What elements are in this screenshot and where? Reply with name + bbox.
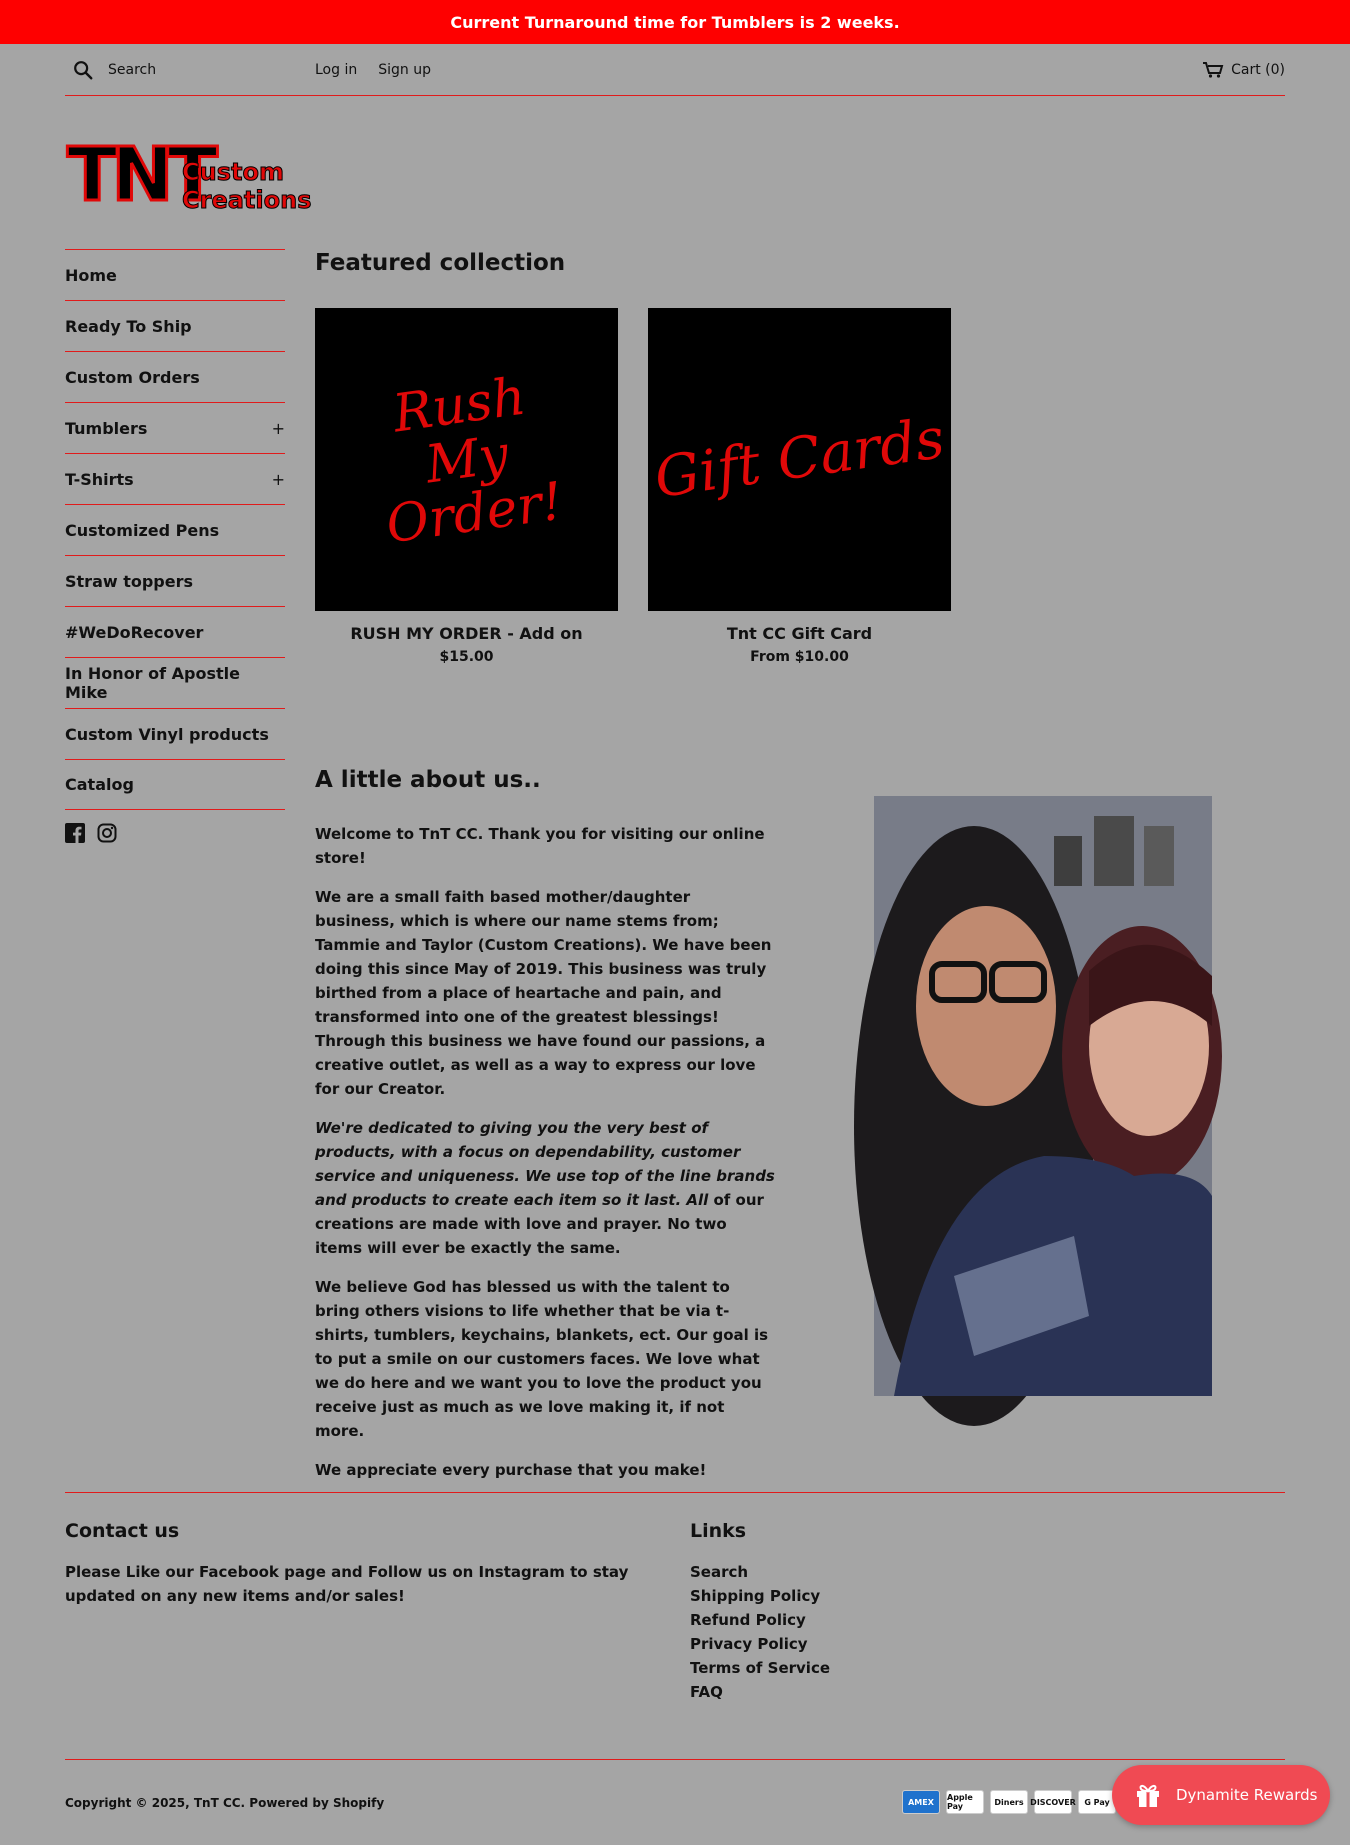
sidebar-item-ready-to-ship[interactable] [65, 300, 285, 351]
footer-contact-title: Contact us [65, 1520, 180, 1542]
sidebar-item-tumblers[interactable] [65, 402, 285, 453]
payment-method-icon: G Pay [1078, 1790, 1116, 1814]
product-card-rush[interactable] [315, 308, 618, 665]
sidebar-item-in-honor-of-apostle-mike[interactable] [65, 657, 285, 708]
about-paragraph: We are a small faith based mother/daughter business, which is where our name stems from; Tammie and Taylor (Custom Creations). We have been doing this since May of 2019. This business was truly birthed from a place of heartache and pain, and transformed into one of the greatest blessings! Through this business we have found our passions, a creative outlet, as well as a way to express our love for our Creator. [315, 888, 772, 1098]
sidebar-item-label: Tumblers [65, 418, 148, 438]
product-price: $15.00 [439, 649, 494, 665]
announcement-bar [0, 0, 1350, 44]
announcement-text: Current Turnaround time for Tumblers is 2 weeks. [450, 12, 900, 32]
footer-link[interactable]: Terms of Service [690, 1659, 831, 1677]
rewards-label: Dynamite Rewards [1176, 1786, 1318, 1804]
sidebar-item-label: T-Shirts [65, 469, 134, 489]
sidebar-item-home[interactable] [65, 249, 285, 300]
cart-link[interactable] [1203, 62, 1285, 78]
cart-icon [1203, 62, 1223, 78]
about-paragraph [315, 1116, 775, 1260]
product-card-gift-card[interactable] [648, 308, 951, 665]
logo-text-sub2: Creations [182, 186, 312, 214]
footer-link[interactable]: Refund Policy [690, 1611, 806, 1629]
product-price: From $10.00 [750, 649, 849, 665]
footer-link[interactable]: FAQ [690, 1683, 723, 1701]
about-paragraph: We believe God has blessed us with the talent to bring others visions to life whether that be via t-shirts, tumblers, keychains, blankets, ect. Our goal is to put a smile on our customers faces. We love what we do here and we want you to love the product you receive just as much as we love making it, if not more. [315, 1278, 769, 1440]
search-icon[interactable] [72, 59, 94, 81]
sidebar-item-straw-toppers[interactable] [65, 555, 285, 606]
sidebar-item-label: Straw toppers [65, 571, 194, 591]
sidebar-item-label: #WeDoRecover [65, 622, 204, 642]
footer-link[interactable]: Search [690, 1563, 749, 1581]
footer-link[interactable]: Privacy Policy [690, 1635, 808, 1653]
expand-plus-icon[interactable]: + [271, 418, 285, 438]
product-image-gift-card[interactable] [648, 308, 951, 611]
featured-collection-title: Featured collection [315, 250, 566, 276]
about-title: A little about us.. [315, 767, 541, 793]
sidebar-item-label: Catalog [65, 775, 134, 794]
footer-links [690, 1520, 830, 1704]
account-links [315, 62, 431, 78]
product-image-rush[interactable] [315, 308, 618, 611]
product-image-text: Gift Cards [650, 406, 949, 512]
sidebar-item-label: Customized Pens [65, 520, 220, 540]
cart-label: Cart (0) [1231, 61, 1285, 78]
logo-text-main: TNT [67, 132, 212, 218]
dynamite-rewards-button[interactable] [1112, 1765, 1330, 1825]
sidebar-item-custom-vinyl-products[interactable] [65, 708, 285, 759]
product-name[interactable]: Tnt CC Gift Card [726, 624, 873, 643]
sidebar-item-catalog[interactable] [65, 759, 285, 810]
social-links [65, 823, 117, 843]
top-bar [65, 44, 1285, 96]
gift-icon [1134, 1781, 1162, 1809]
sidebar-item-label: Home [65, 265, 117, 285]
search-input[interactable] [108, 62, 308, 78]
sidebar-item-customized-pens[interactable] [65, 504, 285, 555]
instagram-icon[interactable] [97, 823, 117, 843]
search-form [65, 59, 315, 81]
copyright: Copyright © 2025, TnT CC. Powered by Shopify [65, 1796, 385, 1810]
facebook-icon[interactable] [65, 823, 85, 843]
store-logo[interactable] [65, 128, 312, 218]
footer-link[interactable]: Shipping Policy [690, 1587, 821, 1605]
logo-text-sub1: Custom [182, 158, 284, 186]
sidebar-item-t-shirts[interactable] [65, 453, 285, 504]
sidebar-nav [65, 249, 285, 810]
sidebar-item-label: Ready To Ship [65, 316, 192, 336]
about-italic-text: We're dedicated to giving you the very best of products, with a focus on dependability, customer service and uniqueness. We use top of the line brands and products to create each item so it last. All [315, 1119, 775, 1209]
payment-icons [902, 1790, 1116, 1814]
signup-link[interactable]: Sign up [378, 61, 431, 78]
about-paragraph: Welcome to TnT CC. Thank you for visiting our online store! [315, 825, 765, 867]
product-image-text: Rush My Order! [382, 366, 567, 556]
footer-contact [65, 1520, 665, 1608]
about-text-rest: of our creations are made with love and prayer. No two items will ever be exactly the same. [315, 1191, 764, 1257]
login-link[interactable]: Log in [315, 61, 358, 78]
footer-divider [65, 1492, 1285, 1493]
footer-divider [65, 1759, 1285, 1760]
sidebar-item-custom-orders[interactable] [65, 351, 285, 402]
sidebar-item-wedorecover[interactable] [65, 606, 285, 657]
payment-method-icon: AMEX [902, 1790, 940, 1814]
expand-plus-icon[interactable]: + [271, 469, 285, 489]
footer-links-list [690, 1560, 830, 1704]
payment-method-icon: DISCOVER [1034, 1790, 1072, 1814]
payment-method-icon: Diners [990, 1790, 1028, 1814]
sidebar-item-label: Custom Vinyl products [65, 724, 269, 744]
about-text [315, 822, 775, 1497]
footer-contact-text: Please Like our Facebook page and Follow us on Instagram to stay updated on any new items and/or sales! [65, 1563, 629, 1605]
about-paragraph: We appreciate every purchase that you make! [315, 1461, 707, 1479]
product-name[interactable]: RUSH MY ORDER - Add on [350, 624, 583, 643]
sidebar-item-label: Custom Orders [65, 367, 200, 387]
footer-links-title: Links [690, 1520, 747, 1542]
sidebar-item-label: In Honor of Apostle Mike [65, 664, 240, 702]
payment-method-icon: Apple Pay [946, 1790, 984, 1814]
about-photo [874, 796, 1212, 1396]
